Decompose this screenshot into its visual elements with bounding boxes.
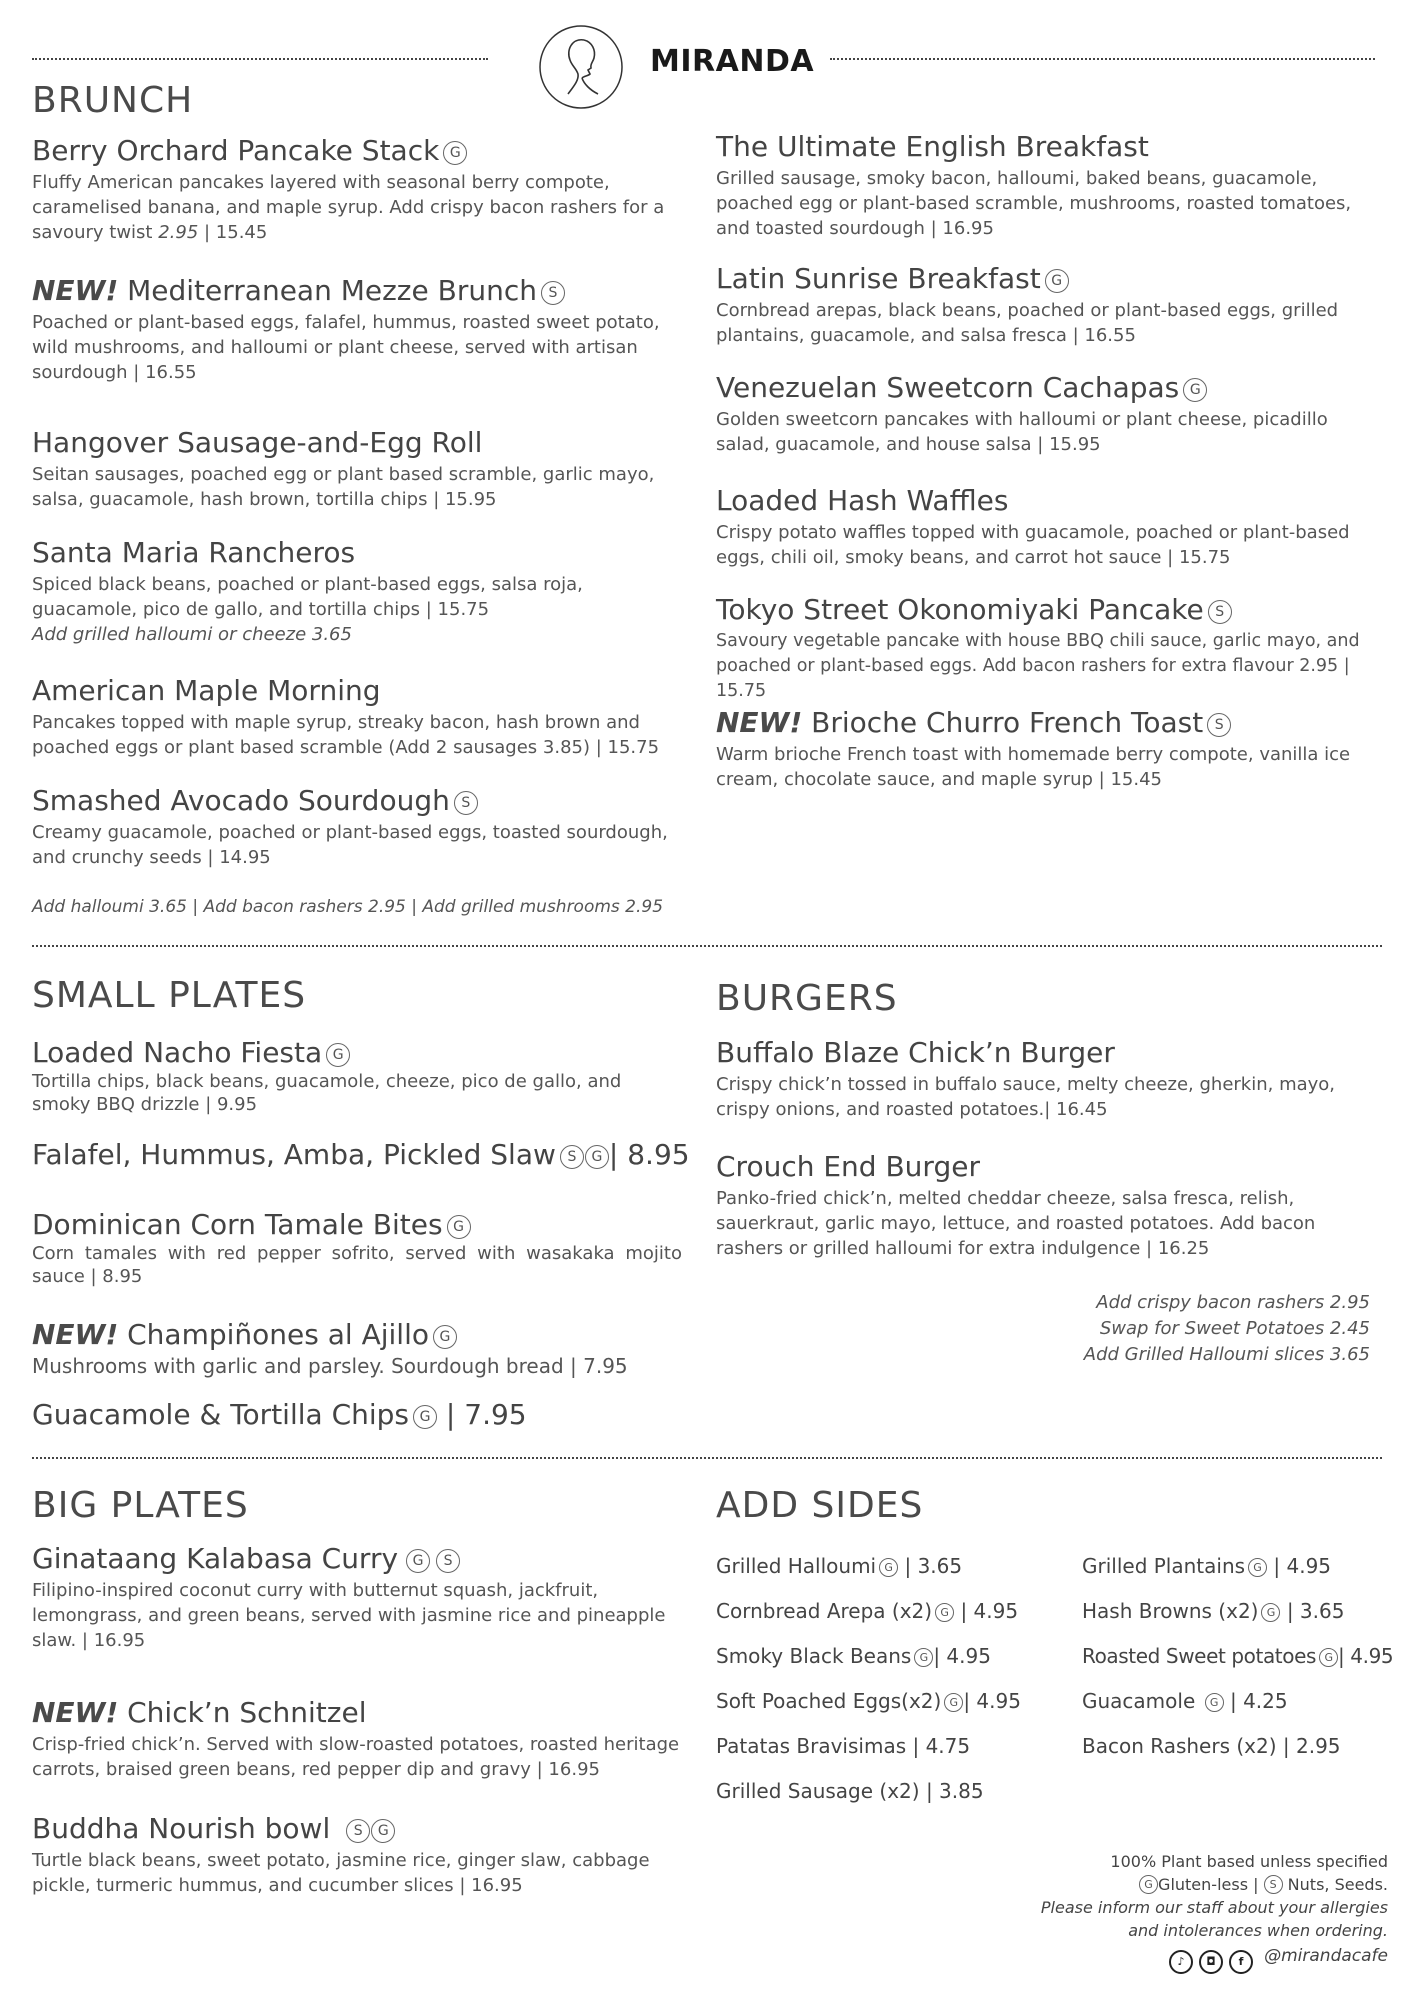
item-description: Poached or plant-based eggs, falafel, hummus, roasted sweet potato, wild mushrooms, and halloumi or plant cheese, served with artisan sourdough | 16.55 bbox=[32, 312, 660, 383]
header-divider-left bbox=[32, 58, 488, 60]
menu-item-nacho-fiesta bbox=[32, 1036, 682, 1116]
logo-icon bbox=[538, 24, 624, 110]
menu-item-okonomiyaki bbox=[716, 593, 1386, 704]
item-title: Champiñones al Ajillo bbox=[118, 1318, 429, 1351]
burger-extras bbox=[980, 1290, 1370, 1368]
burger-extra: Add crispy bacon rashers 2.95 bbox=[1096, 1292, 1370, 1313]
gluten-less-icon: G bbox=[406, 1549, 430, 1573]
nuts-seeds-icon: S bbox=[346, 1819, 370, 1843]
nuts-seeds-icon: S bbox=[560, 1145, 584, 1169]
item-description: Tortilla chips, black beans, guacamole, cheeze, pico de gallo, and smoky BBQ drizzle | 9.95 bbox=[32, 1071, 622, 1115]
menu-item-champinones bbox=[32, 1318, 702, 1379]
item-description: Fluffy American pancakes layered with seasonal berry compote, caramelised banana, and maple syrup. Add crispy bacon rashers for a savoury twist 2.95 | 15.45 bbox=[32, 172, 665, 243]
section-heading-big-plates: BIG PLATES bbox=[32, 1485, 249, 1526]
menu-item-cachapas bbox=[716, 371, 1381, 457]
item-title: Buddha Nourish bowl bbox=[32, 1812, 331, 1845]
item-title: Smashed Avocado Sourdough bbox=[32, 784, 450, 817]
header-divider-right bbox=[830, 58, 1375, 60]
side-item: Grilled Sausage (x2) | 3.85 bbox=[716, 1779, 984, 1803]
side-item: Cornbread Arepa (x2) G | 4.95 bbox=[716, 1599, 1019, 1623]
section-divider bbox=[32, 945, 1382, 947]
nuts-seeds-icon: S bbox=[454, 791, 478, 815]
side-item: Grilled Plantains G | 4.95 bbox=[1082, 1554, 1332, 1578]
menu-item-buddha-bowl bbox=[32, 1812, 682, 1898]
gluten-less-icon: G bbox=[1319, 1648, 1338, 1667]
nuts-seeds-icon: S bbox=[1264, 1875, 1283, 1894]
item-price: | 8.95 bbox=[608, 1138, 690, 1171]
gluten-less-icon: G bbox=[944, 1693, 963, 1712]
item-title: Guacamole & Tortilla Chips bbox=[32, 1398, 410, 1431]
gluten-less-icon: G bbox=[447, 1215, 471, 1239]
nuts-seeds-icon: S bbox=[436, 1549, 460, 1573]
item-title: Ginataang Kalabasa Curry bbox=[32, 1542, 399, 1575]
social-handle[interactable]: @mirandacafe bbox=[1264, 1946, 1388, 1966]
side-item: Patatas Bravisimas | 4.75 bbox=[716, 1734, 971, 1758]
item-title: Crouch End Burger bbox=[716, 1150, 980, 1183]
allergen-key: G Gluten-less | S Nuts, Seeds. bbox=[900, 1873, 1388, 1896]
side-item: Bacon Rashers (x2) | 2.95 bbox=[1082, 1734, 1341, 1758]
nuts-seeds-icon: S bbox=[1208, 600, 1232, 624]
item-description: Crispy chick’n tossed in buffalo sauce, melty cheeze, gherkin, mayo, crispy onions, and roasted potatoes.| 16.45 bbox=[716, 1074, 1336, 1120]
item-title: Brioche Churro French Toast bbox=[802, 706, 1204, 739]
menu-item-kalabasa-curry bbox=[32, 1542, 672, 1653]
item-description: Seitan sausages, poached egg or plant based scramble, garlic mayo, salsa, guacamole, hash brown, tortilla chips | 15.95 bbox=[32, 464, 655, 510]
item-description: Grilled sausage, smoky bacon, halloumi, baked beans, guacamole, poached egg or plant-based scramble, mushrooms, roasted tomatoes, and toasted sourdough | 16.95 bbox=[716, 168, 1352, 239]
menu-item-american-maple bbox=[32, 674, 682, 760]
new-badge: NEW! bbox=[716, 706, 803, 739]
item-description: Savoury vegetable pancake with house BBQ chili sauce, garlic mayo, and poached or plant-based eggs. Add bacon rashers for extra flavour 2.95 | 15.75 bbox=[716, 631, 1360, 701]
menu-item-guacamole-chips bbox=[32, 1398, 682, 1432]
instagram-icon[interactable]: ◘ bbox=[1199, 1950, 1223, 1974]
section-heading-add-sides: ADD SIDES bbox=[716, 1485, 924, 1526]
section-heading-small-plates: SMALL PLATES bbox=[32, 975, 307, 1016]
tiktok-icon[interactable]: ♪ bbox=[1169, 1950, 1193, 1974]
gluten-less-icon: G bbox=[326, 1043, 350, 1067]
gluten-less-icon: G bbox=[879, 1558, 898, 1577]
item-description: Panko-fried chick’n, melted cheddar cheeze, salsa fresca, relish, sauerkraut, garlic mayo, lettuce, and roasted potatoes. Add bacon rashers or grilled halloumi for extra indulgence | 16.25 bbox=[716, 1188, 1316, 1259]
item-description: Warm brioche French toast with homemade berry compote, vanilla ice cream, chocolate sauce, and maple syrup | 15.45 bbox=[716, 744, 1351, 790]
gluten-less-icon: G bbox=[1205, 1693, 1224, 1712]
menu-item-smashed-avocado bbox=[32, 784, 682, 870]
brunch-addons: Add halloumi 3.65 | Add bacon rashers 2.95 | Add grilled mushrooms 2.95 bbox=[32, 897, 664, 917]
gluten-less-icon: G bbox=[1261, 1603, 1280, 1622]
gluten-less-icon: G bbox=[1139, 1875, 1158, 1894]
item-price: | 7.95 bbox=[437, 1398, 527, 1431]
item-title: Dominican Corn Tamale Bites bbox=[32, 1208, 443, 1241]
item-description: Creamy guacamole, poached or plant-based eggs, toasted sourdough, and crunchy seeds | 14.95 bbox=[32, 822, 668, 868]
item-description: Spiced black beans, poached or plant-based eggs, salsa roja, guacamole, pico de gallo, and tortilla chips | 15.75 bbox=[32, 574, 583, 620]
item-title: Buffalo Blaze Chick’n Burger bbox=[716, 1036, 1115, 1069]
item-title: Venezuelan Sweetcorn Cachapas bbox=[716, 371, 1180, 404]
menu-item-english-breakfast bbox=[716, 130, 1381, 241]
side-item: Smoky Black Beans G | 4.95 bbox=[716, 1644, 991, 1668]
gluten-less-icon: G bbox=[413, 1405, 437, 1429]
item-description: Filipino-inspired coconut curry with butternut squash, jackfruit, lemongrass, and green beans, served with jasmine rice and pineapple slaw. | 16.95 bbox=[32, 1580, 666, 1651]
menu-item-berry-orchard bbox=[32, 134, 682, 245]
item-description: Pancakes topped with maple syrup, streaky bacon, hash brown and poached eggs or plant based scramble (Add 2 sausages 3.85) | 15.75 bbox=[32, 712, 660, 758]
item-title: Tokyo Street Okonomiyaki Pancake bbox=[716, 593, 1204, 626]
menu-item-mediterranean-mezze bbox=[32, 274, 682, 385]
menu-item-crouch-end-burger bbox=[716, 1150, 1376, 1261]
new-badge: NEW! bbox=[32, 1318, 119, 1351]
section-divider bbox=[32, 1457, 1382, 1459]
item-note: Add grilled halloumi or cheeze 3.65 bbox=[32, 624, 352, 645]
item-description: Mushrooms with garlic and parsley. Sourdough bread | 7.95 bbox=[32, 1354, 628, 1378]
gluten-less-icon: G bbox=[935, 1603, 954, 1622]
gluten-less-icon: G bbox=[433, 1325, 457, 1349]
section-heading-burgers: BURGERS bbox=[716, 978, 898, 1019]
item-title: Chick’n Schnitzel bbox=[118, 1696, 367, 1729]
facebook-icon[interactable]: f bbox=[1229, 1950, 1253, 1974]
menu-item-santa-maria bbox=[32, 536, 682, 647]
menu-item-latin-sunrise bbox=[716, 262, 1381, 348]
item-title: Loaded Nacho Fiesta bbox=[32, 1036, 323, 1069]
plant-based-note: 100% Plant based unless specified bbox=[1110, 1852, 1388, 1871]
item-description: Turtle black beans, sweet potato, jasmine rice, ginger slaw, cabbage pickle, turmeric hummus, and cucumber slices | 16.95 bbox=[32, 1850, 650, 1896]
allergy-notice: and intolerances when ordering. bbox=[1128, 1921, 1388, 1940]
nuts-seeds-icon: S bbox=[541, 281, 565, 305]
gluten-less-icon: G bbox=[1045, 269, 1069, 293]
menu-item-buffalo-burger bbox=[716, 1036, 1376, 1122]
nuts-seeds-icon: S bbox=[1207, 713, 1231, 737]
item-description: Cornbread arepas, black beans, poached or plant-based eggs, grilled plantains, guacamole, and salsa fresca | 16.55 bbox=[716, 300, 1339, 346]
item-title: Santa Maria Rancheros bbox=[32, 536, 356, 569]
side-item: Hash Browns (x2) G | 3.65 bbox=[1082, 1599, 1345, 1623]
menu-item-schnitzel bbox=[32, 1696, 682, 1782]
menu-item-tamale-bites bbox=[32, 1208, 682, 1288]
item-title: Falafel, Hummus, Amba, Pickled Slaw bbox=[32, 1138, 556, 1171]
menu-item-churro-toast bbox=[716, 706, 1381, 792]
gluten-less-icon: G bbox=[914, 1648, 933, 1667]
side-item: Soft Poached Eggs(x2) G | 4.95 bbox=[716, 1689, 1021, 1713]
item-description: Golden sweetcorn pancakes with halloumi or plant cheese, picadillo salad, guacamole, and house salsa | 15.95 bbox=[716, 409, 1328, 455]
item-description: Crisp-fried chick’n. Served with slow-roasted potatoes, roasted heritage carrots, braised green beans, red pepper dip and gravy | 16.95 bbox=[32, 1734, 680, 1780]
side-item: Roasted Sweet potatoes G | 4.95 bbox=[1082, 1644, 1394, 1668]
menu-item-falafel bbox=[32, 1138, 690, 1172]
allergy-notice: Please inform our staff about your allergies bbox=[1040, 1898, 1388, 1917]
item-title: Berry Orchard Pancake Stack bbox=[32, 134, 440, 167]
new-badge: NEW! bbox=[32, 1696, 119, 1729]
item-title: American Maple Morning bbox=[32, 674, 381, 707]
brand-name: MIRANDA bbox=[650, 44, 815, 79]
item-title: Hangover Sausage-and-Egg Roll bbox=[32, 426, 483, 459]
item-title: Latin Sunrise Breakfast bbox=[716, 262, 1041, 295]
item-description: Corn tamales with red pepper sofrito, served with wasakaka mojito sauce | 8.95 bbox=[32, 1243, 682, 1287]
allergen-footer bbox=[900, 1850, 1388, 1974]
burger-extra: Add Grilled Halloumi slices 3.65 bbox=[1083, 1344, 1370, 1365]
gluten-less-icon: G bbox=[1248, 1558, 1267, 1577]
section-heading-brunch: BRUNCH bbox=[32, 80, 194, 121]
item-description: Crispy potato waffles topped with guacamole, poached or plant-based eggs, chili oil, smoky beans, and carrot hot sauce | 15.75 bbox=[716, 522, 1350, 568]
new-badge: NEW! bbox=[32, 274, 119, 307]
menu-item-hangover-roll bbox=[32, 426, 682, 512]
item-title: The Ultimate English Breakfast bbox=[716, 130, 1149, 163]
gluten-less-icon: G bbox=[371, 1819, 395, 1843]
gluten-less-icon: G bbox=[1183, 378, 1207, 402]
menu-item-hash-waffles bbox=[716, 484, 1381, 570]
side-item: Guacamole G | 4.25 bbox=[1082, 1689, 1288, 1713]
burger-extra: Swap for Sweet Potatoes 2.45 bbox=[1099, 1318, 1370, 1339]
social-row bbox=[900, 1944, 1388, 1974]
item-title: Mediterranean Mezze Brunch bbox=[118, 274, 537, 307]
side-item: Grilled Halloumi G | 3.65 bbox=[716, 1554, 963, 1578]
item-title: Loaded Hash Waffles bbox=[716, 484, 1009, 517]
gluten-less-icon: G bbox=[585, 1145, 609, 1169]
gluten-less-icon: G bbox=[443, 141, 467, 165]
